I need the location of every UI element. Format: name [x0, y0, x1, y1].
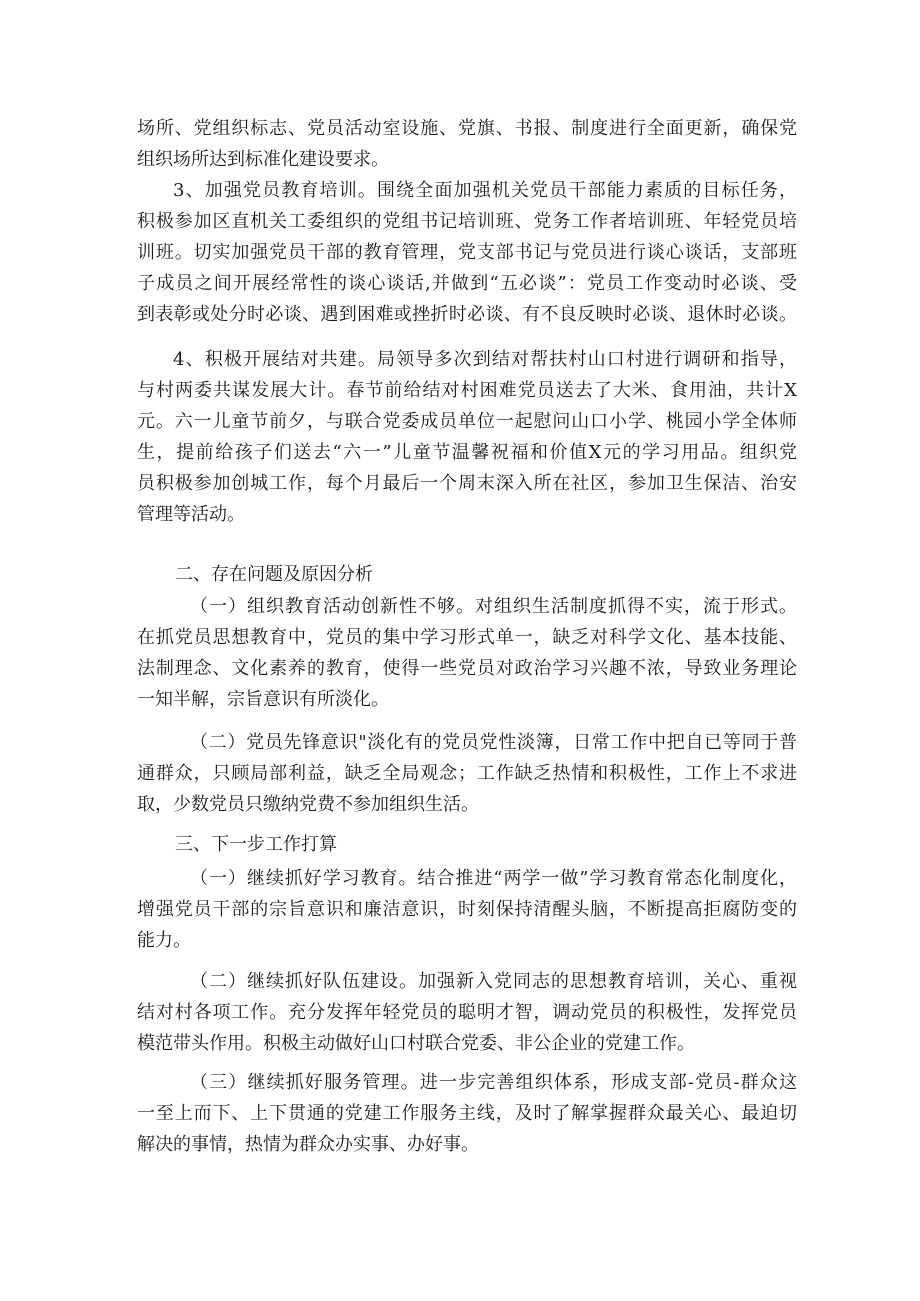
text-line: 到表彰或处分时必谈、遇到困难或挫折时必谈、有不良反映时必谈、退休时必谈。	[137, 304, 797, 325]
text-line: 组织场所达到标准化建设要求。	[137, 149, 389, 170]
text-line: 在抓党员思想教育中，党员的集中学习形式单一，缺乏对科学文化、基本技能、	[137, 627, 797, 648]
paragraph-pairing	[137, 344, 797, 530]
text-line: 法制理念、文化素养的教育，使得一些党员对政治学习兴趣不浓，导致业务理论	[137, 658, 797, 679]
section-heading-next-steps: 三、下一步工作打算	[175, 834, 337, 855]
text-line: 一至上而下、上下贯通的党建工作服务主线，及时了解掌握群众最关心、最迫切	[137, 1103, 797, 1124]
text-line: 管理等活动。	[137, 504, 245, 525]
text-line: 取，少数党员只缴纳党费不参加组织生活。	[137, 794, 479, 815]
text-line: 模范带头作用。积极主动做好山口村联合党委、非公企业的党建工作。	[137, 1033, 695, 1054]
text-line: 增强党员干部的宗旨意识和廉洁意识，时刻保持清醒头脑，不断提高拒腐防变的	[137, 899, 797, 920]
text-line: （二）党员先锋意识"淡化有的党员党性淡簿，日常工作中把自已等同于普	[190, 732, 797, 753]
text-line: 与村两委共谋发展大计。春节前给结对村困难党员送去了大米、食用油，共计X	[137, 380, 797, 401]
text-line: 积极参加区直机关工委组织的党组书记培训班、党务工作者培训班、年轻党员培	[137, 211, 797, 232]
paragraph-training	[137, 175, 797, 330]
text-line: 解决的事情，热情为群众办实事、办好事。	[137, 1134, 479, 1155]
text-line: 生，提前给孩子们送去“六一”儿童节温馨祝福和价值X元的学习用品。组织党	[137, 442, 797, 463]
text-line: （一）组织教育活动创新性不够。对组织生活制度抓得不实，流于形式。	[190, 596, 797, 617]
paragraph-problem-1	[137, 591, 797, 715]
text-line: 通群众，只顾局部利益，缺乏全局观念；工作缺乏热情和积极性，工作上不求进	[137, 763, 797, 784]
text-line: 一知半解，宗旨意识有所淡化。	[137, 689, 389, 710]
paragraph-plan-1	[137, 863, 797, 956]
text-line: 3、加强党员教育培训。围绕全面加强机关党员干部能力素质的目标任务，	[173, 180, 797, 201]
text-line: （二）继续抓好队伍建设。加强新入党同志的思想教育培训，关心、重视	[190, 971, 797, 992]
text-line: 结对村各项工作。充分发挥年轻党员的聪明才智，调动党员的积极性，发挥党员	[137, 1002, 797, 1023]
paragraph-venue-update	[137, 113, 797, 175]
text-line: 场所、党组织标志、党员活动室设施、党旗、书报、制度进行全面更新，确保党	[137, 118, 797, 139]
text-line: （三）继续抓好服务管理。进一步完善组织体系，形成支部-党员-群众这	[190, 1072, 797, 1093]
paragraph-plan-2	[137, 966, 797, 1059]
text-line: 元。六一儿童节前夕，与联合党委成员单位一起慰问山口小学、桃园小学全体师	[137, 411, 797, 432]
text-line: 能力。	[137, 930, 191, 951]
section-heading-problems: 二、存在问题及原因分析	[175, 564, 373, 585]
text-line: 训班。切实加强党员干部的教育管理，党支部书记与党员进行谈心谈话，支部班	[137, 242, 797, 263]
text-line: 员积极参加创城工作，每个月最后一个周末深入所在社区，参加卫生保洁、治安	[137, 473, 797, 494]
text-line: （一）继续抓好学习教育。结合推进“两学一做”学习教育常态化制度化，	[190, 868, 797, 889]
paragraph-plan-3	[137, 1067, 797, 1160]
paragraph-problem-2	[137, 727, 797, 820]
text-line: 子成员之间开展经常性的谈心谈话,并做到“五必谈”：党员工作变动时必谈、受	[137, 273, 797, 294]
text-line: 4、积极开展结对共建。局领导多次到结对帮扶村山口村进行调研和指导，	[173, 349, 797, 370]
